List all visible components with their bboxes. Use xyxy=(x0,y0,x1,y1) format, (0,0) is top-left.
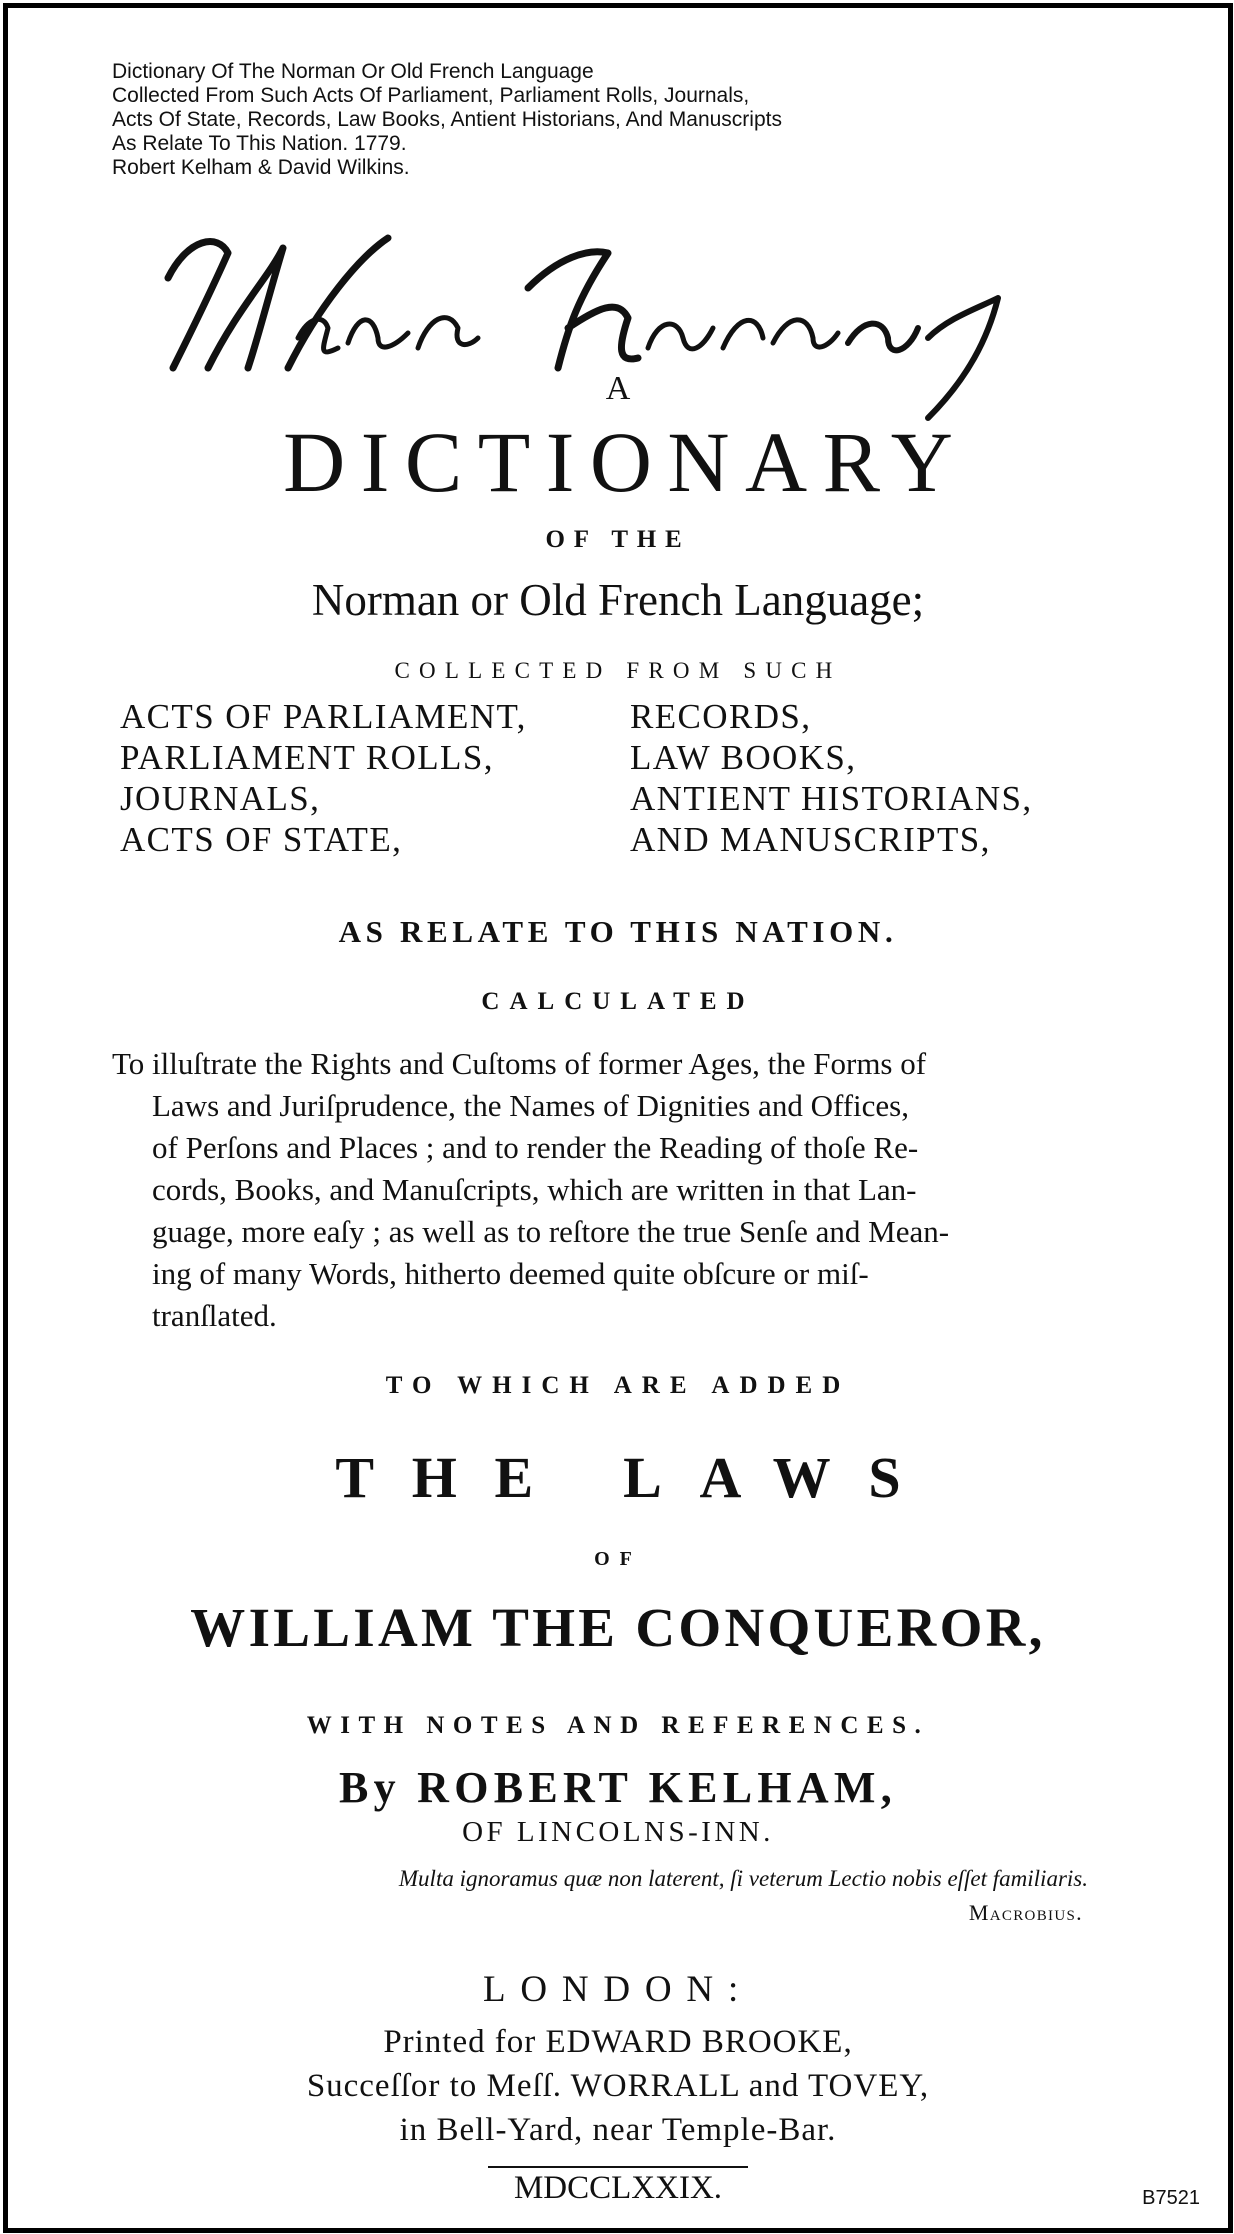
source-item: ACTS OF STATE, xyxy=(120,820,403,859)
header-note-line: Robert Kelham & David Wilkins. xyxy=(112,156,410,179)
conqueror-heading: WILLIAM THE CONQUEROR, xyxy=(190,1597,1046,1658)
added-line: TO WHICH ARE ADDED xyxy=(385,1372,851,1399)
header-note-line: As Relate To This Nation. 1779. xyxy=(112,132,407,155)
latin-quote: Multa ignoramus quæ non laterent, ſi veterum Lectio nobis eſſet familiaris. xyxy=(398,1866,1088,1891)
source-item: JOURNALS, xyxy=(120,779,321,818)
catalog-number: B7521 xyxy=(1142,2187,1200,2209)
date-line: MDCCLXXIX. xyxy=(513,2170,723,2206)
subtitle: Norman or Old French Language; xyxy=(311,575,925,625)
paragraph-line: guage, more eaſy ; as well as to reſtore the true Senſe and Mean- xyxy=(152,1214,950,1249)
header-note-line: Acts Of State, Records, Law Books, Antient Historians, And Manuscripts xyxy=(112,108,782,131)
printed-line: Printed for EDWARD BROOKE, xyxy=(383,2024,853,2060)
paragraph-line: of Perſons and Places ; and to render the Reading of thoſe Re- xyxy=(152,1130,919,1165)
as-relate-line: AS RELATE TO THIS NATION. xyxy=(338,914,898,949)
paragraph-line: Laws and Juriſprudence, the Names of Dignities and Offices, xyxy=(152,1088,909,1123)
inn-line: OF LINCOLNS-INN. xyxy=(462,1816,774,1848)
date-rule xyxy=(8,2166,1228,2168)
printed-line: in Bell-Yard, near Temple-Bar. xyxy=(399,2112,837,2148)
paragraph-line: tranſlated. xyxy=(152,1298,277,1333)
catalog-header-note xyxy=(112,60,782,180)
sources-left-column xyxy=(120,696,527,860)
paragraph-line: cords, Books, and Manuſcripts, which are written in that Lan- xyxy=(152,1172,917,1207)
source-item: RECORDS, xyxy=(630,697,812,736)
paragraph-line: ing of many Words, hitherto deemed quite obſcure or miſ- xyxy=(152,1256,869,1291)
source-item: ACTS OF PARLIAMENT, xyxy=(120,697,527,736)
printed-line: Succeſſor to Meſſ. WORRALL and TOVEY, xyxy=(306,2068,930,2104)
source-item: LAW BOOKS, xyxy=(630,738,857,777)
of-the-line: OF THE xyxy=(545,526,691,553)
date-rule-bar xyxy=(488,2166,748,2168)
source-item: ANTIENT HISTORIANS, xyxy=(630,779,1033,818)
calculated-line: CALCULATED xyxy=(481,988,755,1015)
main-title: DICTIONARY xyxy=(283,414,969,510)
collected-line: COLLECTED FROM SUCH xyxy=(394,658,842,683)
header-note-line: Collected From Such Acts Of Parliament, Parliament Rolls, Journals, xyxy=(112,84,750,107)
header-note-line: Dictionary Of The Norman Or Old French Language xyxy=(112,60,594,83)
paragraph-line: To illuſtrate the Rights and Cuſtoms of former Ages, the Forms of xyxy=(112,1046,927,1081)
source-item: AND MANUSCRIPTS, xyxy=(630,820,991,859)
sources-right-column xyxy=(630,696,1033,860)
title-article: A xyxy=(605,370,631,407)
author-line: By ROBERT KELHAM, xyxy=(338,1763,898,1812)
purpose-paragraph xyxy=(112,1043,1122,1337)
quote-source: Macrobius. xyxy=(968,1900,1083,1925)
source-item: PARLIAMENT ROLLS, xyxy=(120,738,494,777)
laws-heading: THE LAWS xyxy=(335,1445,939,1510)
of-line: OF xyxy=(594,1548,642,1570)
page-frame xyxy=(3,3,1233,2233)
notes-line: WITH NOTES AND REFERENCES. xyxy=(306,1712,930,1739)
place-line: LONDON: xyxy=(482,1969,754,2010)
